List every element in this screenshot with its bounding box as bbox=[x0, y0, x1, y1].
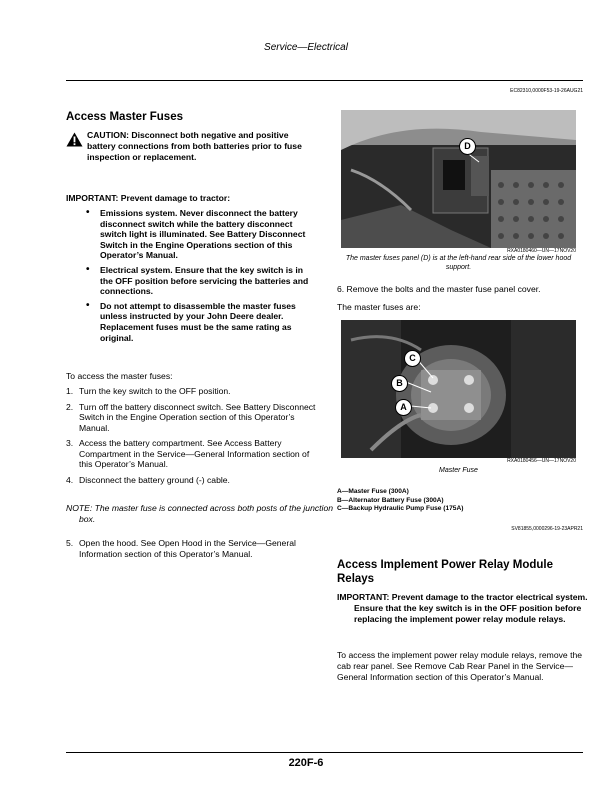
figure-caption: The master fuses panel (D) is at the left-hand rear side of the lower hood support. bbox=[345, 255, 572, 271]
important-relays: IMPORTANT: Prevent damage to the tractor electrical system. Ensure that the key switch is in the OFF position before replacing the implement power relay module relays. bbox=[337, 592, 588, 624]
list-item: 1. Turn the key switch to the OFF position. bbox=[66, 386, 231, 396]
callout-d: D bbox=[459, 138, 476, 155]
footer-divider bbox=[66, 752, 583, 753]
important-bullet-list bbox=[86, 208, 316, 347]
list-item: • Do not attempt to disassemble the master fuses unless instructed by your John Deere dealer. Replacement fuses must be the same rating as original. bbox=[86, 301, 316, 343]
fuse-legend bbox=[337, 488, 587, 514]
relays-instructions: To access the implement power relay module relays, remove the cab rear panel. See Remove Cab Rear Panel in the Service—General Information section of this Operator’s Manual. bbox=[337, 650, 583, 682]
steps-list bbox=[66, 386, 316, 490]
legend-item-a: A—Master Fuse (300A) bbox=[337, 488, 409, 495]
figure-master-fuse-photo bbox=[341, 320, 576, 458]
list-item: 3. Access the battery compartment. See Access Battery Compartment in the Service—General Information section of this Operator’s Manual. bbox=[66, 438, 310, 469]
warning-triangle-icon bbox=[66, 132, 83, 147]
legend-item-b: B—Alternator Battery Fuse (300A) bbox=[337, 496, 444, 504]
section-heading-master-fuses: Access Master Fuses bbox=[66, 111, 183, 123]
steps-intro: To access the master fuses: bbox=[66, 371, 173, 381]
important-label: IMPORTANT: Prevent damage to tractor: bbox=[66, 193, 231, 203]
photo-illustration bbox=[341, 110, 576, 248]
photo-illustration bbox=[341, 320, 576, 458]
list-item: • Emissions system. Never disconnect the battery disconnect switch while the battery disconnect switch light is illuminated. See Battery Disconnect Switch in the Engine Operations section of this Operator’s Manual. bbox=[86, 208, 316, 261]
step-6: 6. Remove the bolts and the master fuse panel cover. bbox=[337, 284, 541, 294]
list-item: 4. Disconnect the battery ground (-) cable. bbox=[66, 474, 230, 485]
section-heading-relays: Access Implement Power Relay Module Relays bbox=[337, 559, 554, 585]
callout-b: B bbox=[391, 375, 408, 392]
caution-text: CAUTION: Disconnect both negative and positive battery connections from both batteries prior to fuse inspection or replacement. bbox=[87, 130, 302, 162]
step-5: 5. Open the hood. See Open Hood in the Service—General Information section of this Operator’s Manual. bbox=[66, 538, 296, 559]
note-text: NOTE: The master fuse is connected across both posts of the junction box. bbox=[66, 503, 334, 524]
callout-a: A bbox=[395, 399, 412, 416]
header-divider bbox=[66, 80, 583, 81]
section-code: SV81855,0000296-19-23APR21 bbox=[511, 526, 583, 532]
fuses-intro: The master fuses are: bbox=[337, 302, 421, 312]
figure-code: RXA0180460—UN—17NOV20 bbox=[507, 248, 576, 254]
page-number: 220F-6 bbox=[288, 757, 324, 769]
caution-block bbox=[66, 130, 316, 163]
list-item: 2. Turn off the battery disconnect switch. See Battery Disconnect Switch in the Engine Operation section of this Operator’s Manual. bbox=[66, 401, 316, 433]
legend-item-c: C—Backup Hydraulic Pump Fuse (175A) bbox=[337, 505, 464, 513]
list-item: • Electrical system. Ensure that the key switch is in the OFF position before servicing the batteries and connections. bbox=[86, 265, 316, 297]
figure-code: RXA0180456—UN—17NOV20 bbox=[507, 458, 576, 464]
figure-master-fuse-panel-photo bbox=[341, 110, 576, 248]
page-header-title: Service—Electrical bbox=[264, 42, 348, 53]
callout-c: C bbox=[404, 350, 421, 367]
figure-caption: Master Fuse bbox=[439, 467, 478, 474]
document-code: EC82310,0000F53-19-26AUG21 bbox=[510, 88, 583, 94]
